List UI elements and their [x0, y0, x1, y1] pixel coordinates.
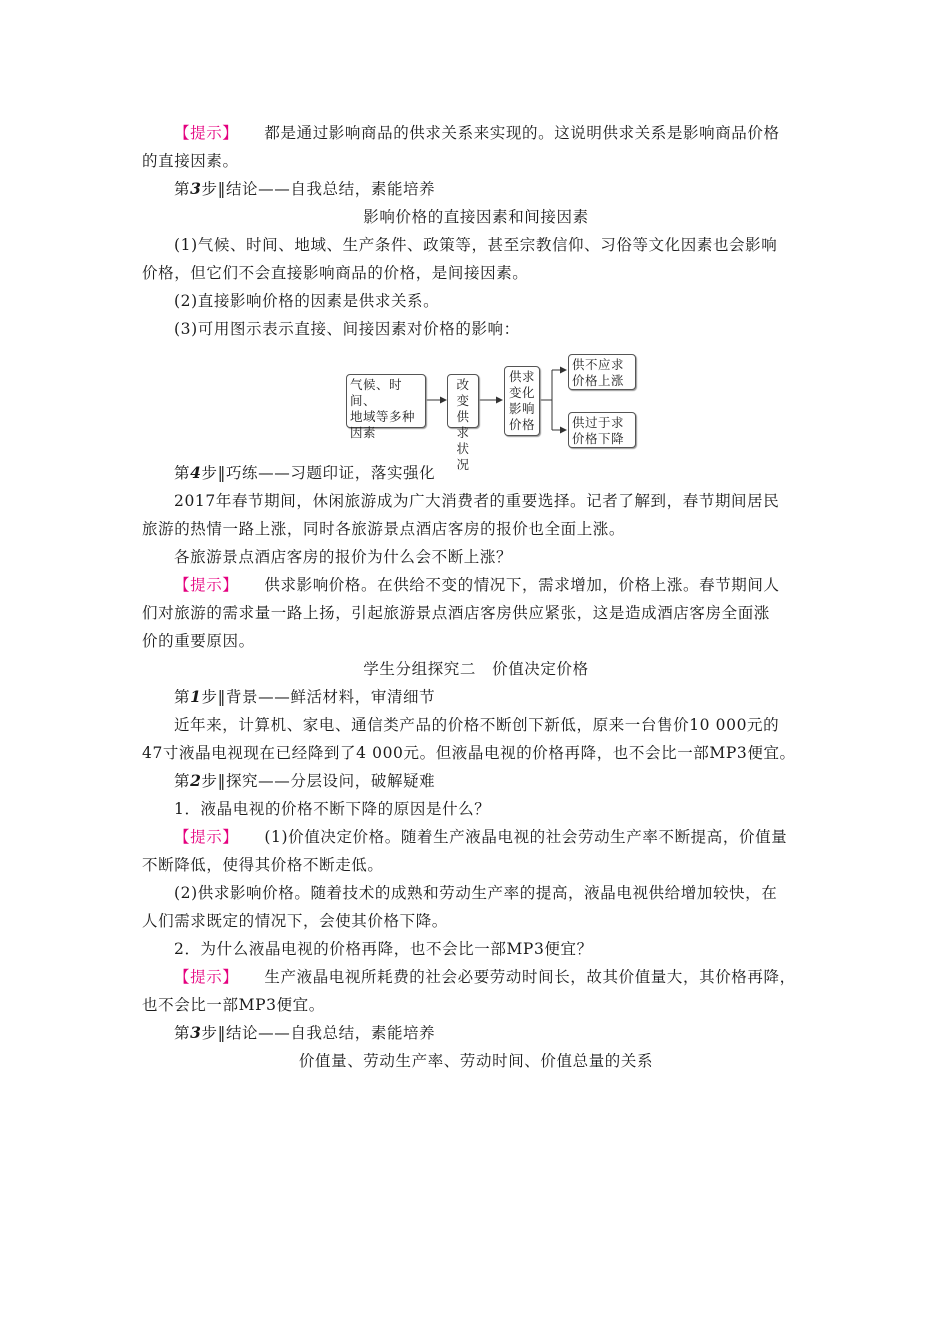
step-number: 3	[190, 179, 202, 198]
text-line: (2)供求影响价格。随着技术的成熟和劳动生产率的提高，液晶电视供给增加较快，在	[174, 884, 778, 902]
section-subtitle: 影响价格的直接因素和间接因素	[363, 208, 589, 226]
step-heading	[174, 1022, 810, 1044]
hint-label: 【提示】	[174, 124, 239, 142]
step-heading	[174, 462, 810, 484]
text-line: 近年来，计算机、家电、通信类产品的价格不断创下新低，原来一台售价10 000元的	[174, 716, 780, 734]
text-line: 们对旅游的需求量一路上扬，引起旅游景点酒店客房供应紧张，这是造成酒店客房全面涨	[142, 604, 770, 622]
hint-paragraph	[174, 574, 810, 596]
text-line: (2)直接影响价格的因素是供求关系。	[174, 292, 440, 310]
box-price-fall: 供过于求 价格下降	[568, 412, 636, 448]
hint-paragraph	[174, 966, 810, 988]
step-title: 步‖结论——自我总结，素能培养	[201, 1024, 436, 1042]
hint-text: (1)价值决定价格。随着生产液晶电视的社会劳动生产率不断提高，价值量	[264, 828, 788, 846]
step-number: 4	[190, 463, 202, 482]
text-line: (1)气候、时间、地域、生产条件、政策等，甚至宗教信仰、习俗等文化因素也会影响	[174, 236, 778, 254]
step-title: 步‖探究——分层设问，破解疑难	[201, 772, 436, 790]
box-supply-affects-price: 供求 变化 影响 价格	[504, 366, 540, 436]
hint-paragraph	[174, 122, 810, 144]
hint-text: 生产液晶电视所耗费的社会必要劳动时间长，故其价值量大，其价格再降，	[264, 968, 796, 986]
step-prefix: 第	[174, 1024, 191, 1042]
text-line: 价格，但它们不会直接影响商品的价格，是间接因素。	[142, 264, 529, 282]
step-number: 2	[190, 771, 202, 790]
box-price-rise: 供不应求 价格上涨	[568, 354, 636, 390]
text-line: 47寸液晶电视现在已经降到了4 000元。但液晶电视的价格再降，也不会比一部MP3便宜。	[142, 744, 796, 762]
hint-label: 【提示】	[174, 576, 239, 594]
question-line: 各旅游景点酒店客房的报价为什么会不断上涨？	[174, 548, 513, 566]
step-title: 步‖巧练——习题印证，落实强化	[201, 464, 436, 482]
text-line: 旅游的热情一路上涨，同时各旅游景点酒店客房的报价也全面上涨。	[142, 520, 626, 538]
step-prefix: 第	[174, 772, 191, 790]
text-line: 2017年春节期间，休闲旅游成为广大消费者的重要选择。记者了解到，春节期间居民	[174, 492, 780, 510]
step-heading	[174, 686, 810, 708]
step-prefix: 第	[174, 464, 191, 482]
hint-label: 【提示】	[174, 828, 239, 846]
step-number: 1	[190, 687, 202, 706]
section-title: 学生分组探究二 价值决定价格	[363, 660, 589, 678]
text-line: 人们需求既定的情况下，会使其价格下降。	[142, 912, 448, 930]
step-heading	[174, 770, 810, 792]
text-line: 不断降低，使得其价格不断走低。	[142, 856, 384, 874]
step-prefix: 第	[174, 688, 191, 706]
step-number: 3	[190, 1023, 202, 1042]
hint-paragraph	[174, 826, 810, 848]
step-title: 步‖背景——鲜活材料，审清细节	[201, 688, 436, 706]
step-heading	[174, 178, 810, 200]
text-line: 也不会比一部MP3便宜。	[142, 996, 325, 1014]
section-subtitle: 价值量、劳动生产率、劳动时间、价值总量的关系	[298, 1052, 654, 1070]
box-indirect-factors: 气候、时间、 地域等多种 因素	[346, 374, 426, 428]
hint-label: 【提示】	[174, 968, 239, 986]
step-title: 步‖结论——自我总结，素能培养	[201, 180, 436, 198]
price-factors-diagram	[346, 354, 646, 472]
text-line: 的直接因素。	[142, 152, 239, 170]
step-prefix: 第	[174, 180, 191, 198]
box-change-supply: 改变 供求 状况	[447, 374, 479, 428]
hint-text: 都是通过影响商品的供求关系来实现的。这说明供求关系是影响商品价格	[264, 124, 780, 142]
question-line: 2．为什么液晶电视的价格再降，也不会比一部MP3便宜？	[174, 940, 593, 958]
hint-text: 供求影响价格。在供给不变的情况下，需求增加，价格上涨。春节期间人	[264, 576, 780, 594]
question-line: 1．液晶电视的价格不断下降的原因是什么？	[174, 800, 491, 818]
text-line: (3)可用图示表示直接、间接因素对价格的影响：	[174, 320, 520, 338]
text-line: 价的重要原因。	[142, 632, 255, 650]
